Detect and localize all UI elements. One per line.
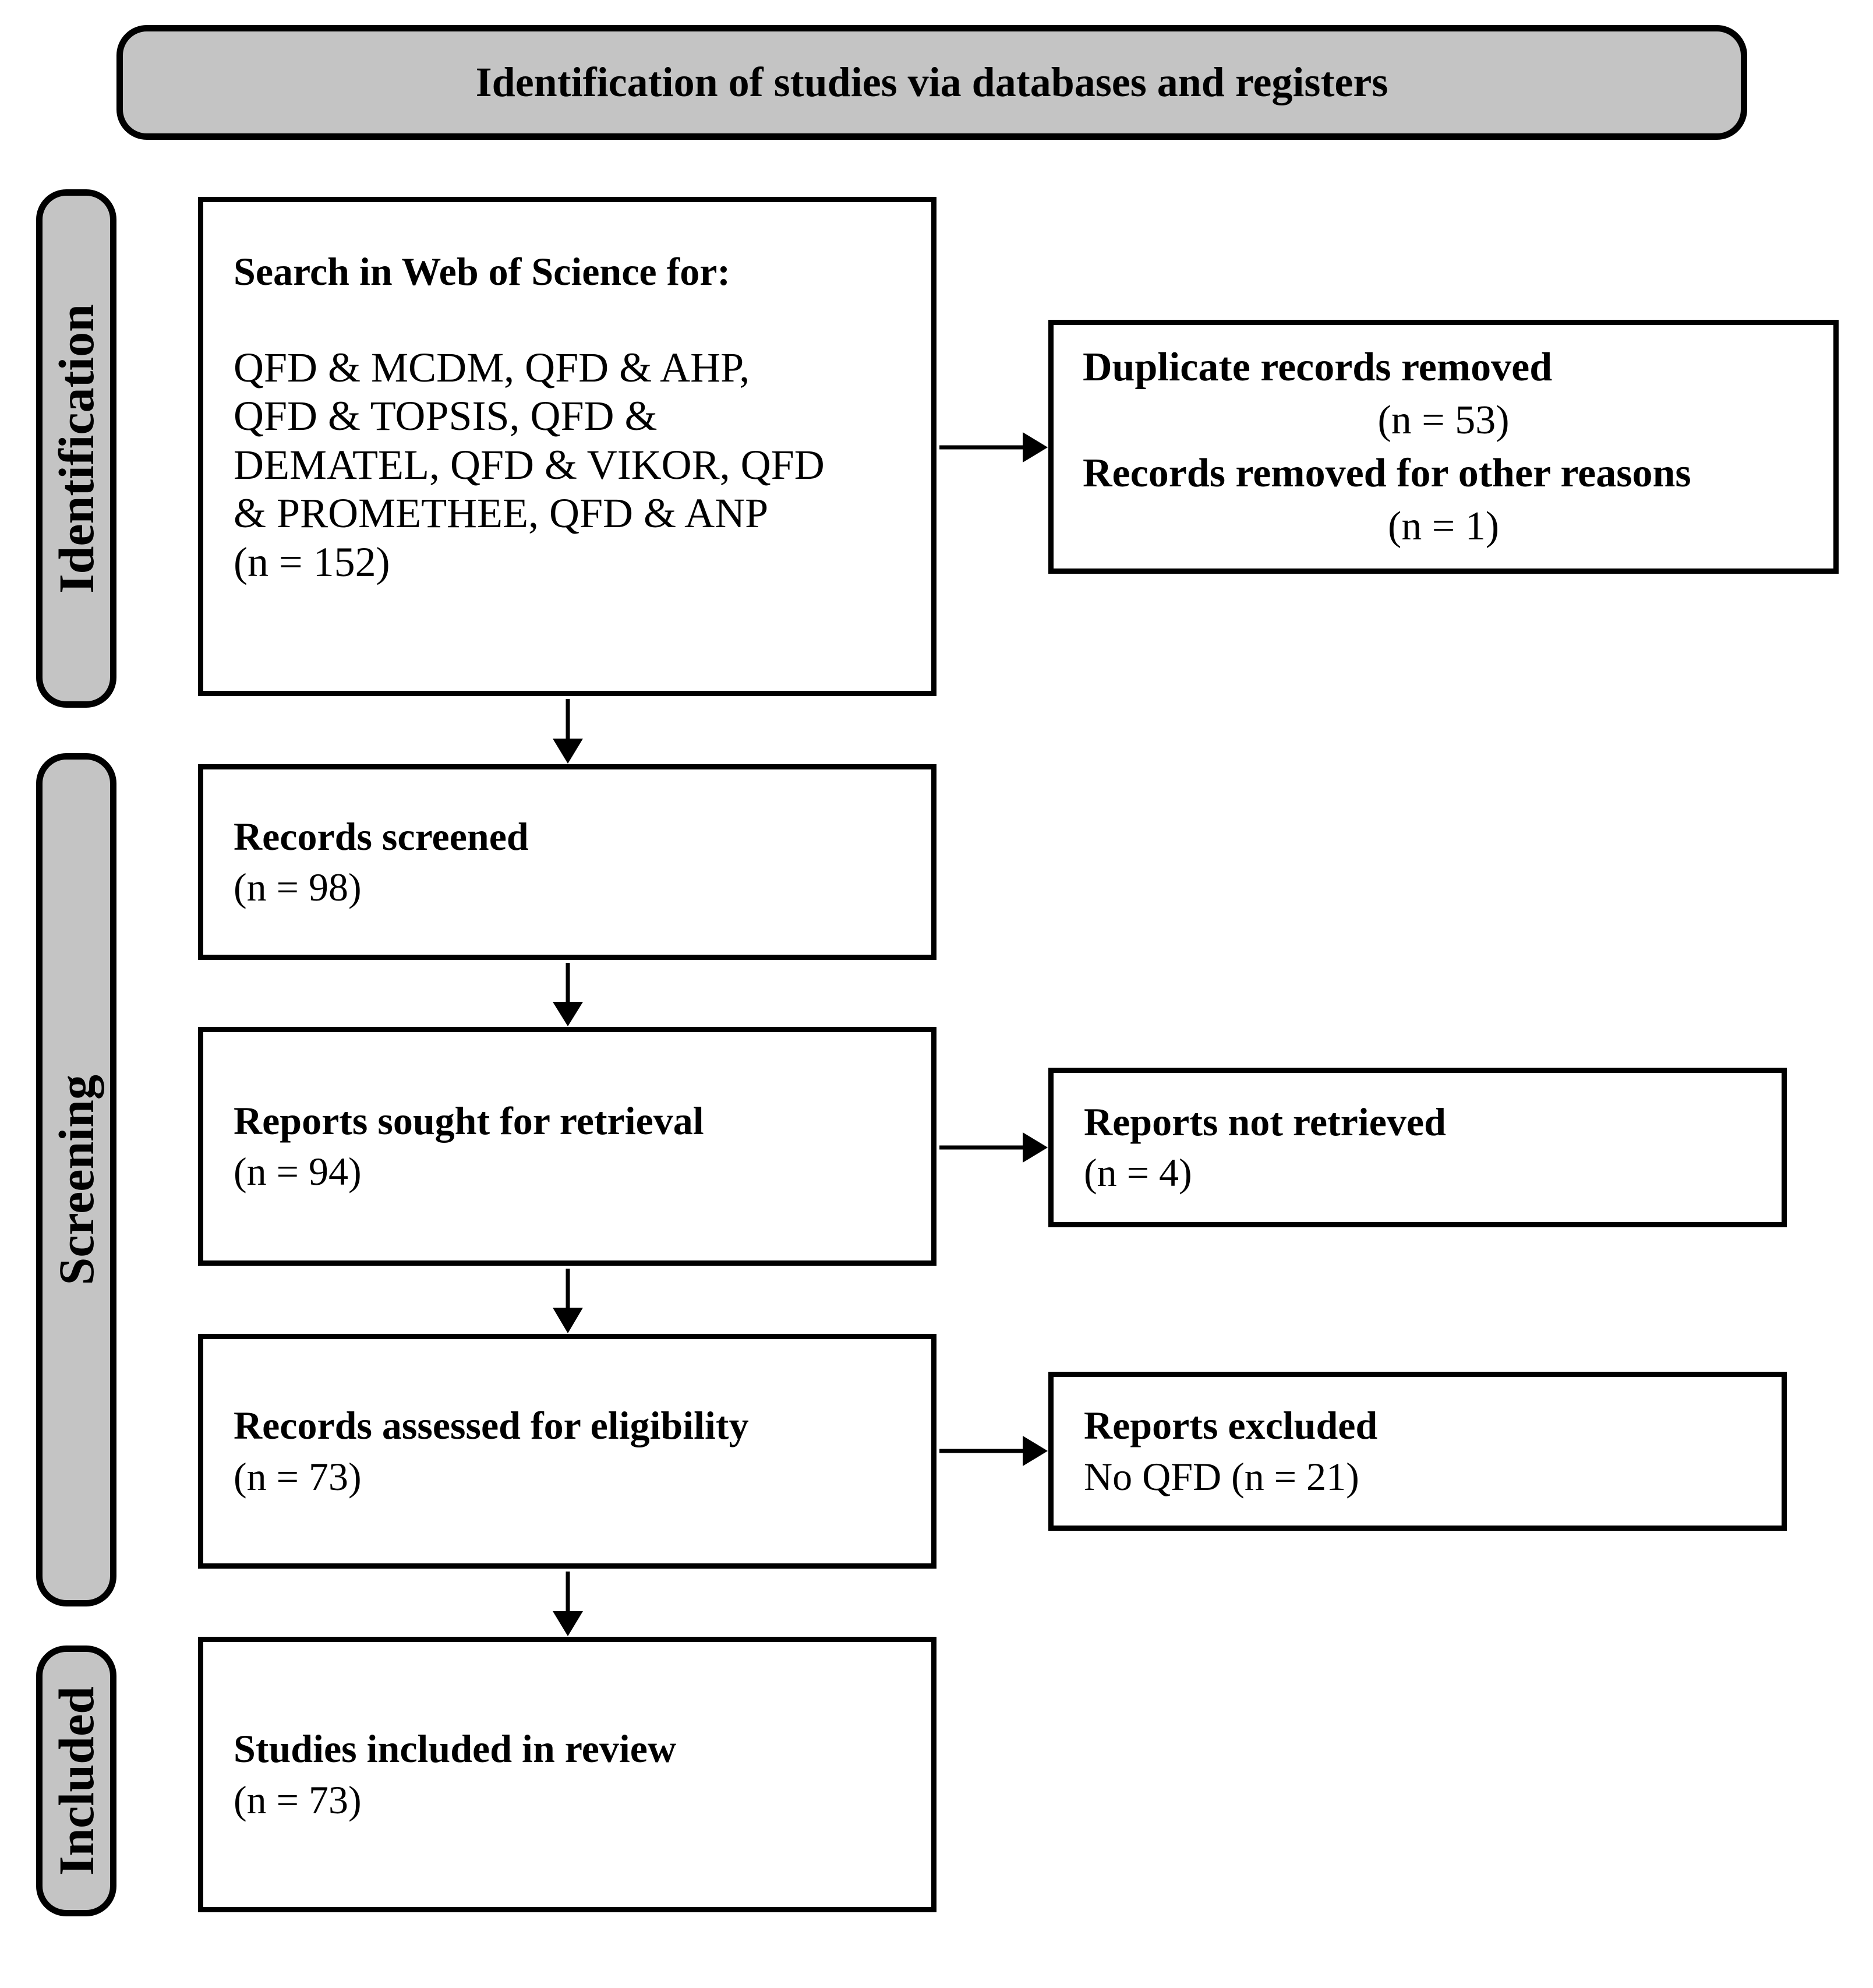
arrow-down-icon <box>553 1572 583 1636</box>
box-body: QFD & MCDM, QFD & AHP, QFD & TOPSIS, QFD & DEMATEL, QFD & VIKOR, QFD & PROMETHEE, QFD & ANP <box>234 344 825 537</box>
stage-band-identification <box>36 189 116 708</box>
stage-label-included: Included <box>48 1686 104 1876</box>
arrow-down-icon <box>553 1269 583 1333</box>
box-reports-excluded <box>1048 1372 1787 1531</box>
box-title: Records assessed for eligibility <box>234 1403 749 1448</box>
box-count: (n = 53) <box>1377 398 1510 443</box>
box-count: (n = 98) <box>234 865 362 909</box>
box-count: (n = 1) <box>1387 504 1500 549</box>
arrow-right-icon <box>939 1436 1048 1466</box>
header-banner <box>116 25 1747 140</box>
box-title: Reports not retrieved <box>1084 1099 1446 1144</box>
box-records-screened <box>198 764 936 960</box>
box-line: Duplicate records removed <box>1083 345 1553 390</box>
box-records-assessed <box>198 1334 936 1569</box>
stage-band-included <box>36 1646 116 1916</box>
box-count: (n = 73) <box>234 1454 362 1499</box>
box-count: (n = 94) <box>234 1149 362 1193</box>
box-title: Reports sought for retrieval <box>234 1098 704 1143</box>
box-count: No QFD (n = 21) <box>1084 1454 1359 1499</box>
box-count: (n = 73) <box>234 1777 362 1822</box>
box-reports-sought <box>198 1027 936 1266</box>
arrow-down-icon <box>553 963 583 1026</box>
box-count: (n = 4) <box>1084 1150 1192 1195</box>
box-line: Records removed for other reasons <box>1083 451 1691 496</box>
box-reports-not-retrieved <box>1048 1068 1787 1227</box>
box-search-web-of-science <box>198 197 936 696</box>
box-title: Reports excluded <box>1084 1403 1378 1448</box>
box-duplicates-removed <box>1048 320 1839 574</box>
stage-label-screening: Screening <box>48 1074 104 1286</box>
stage-band-screening <box>36 753 116 1606</box>
arrow-right-icon <box>939 1132 1048 1163</box>
box-title: Studies included in review <box>234 1726 677 1771</box>
arrow-right-icon <box>939 432 1048 462</box>
box-title: Records screened <box>234 814 529 859</box>
stage-label-identification: Identification <box>48 303 104 594</box>
box-studies-included <box>198 1637 936 1912</box>
box-title: Search in Web of Science for: <box>234 249 731 294</box>
arrow-down-icon <box>553 699 583 764</box>
box-count: (n = 152) <box>234 538 390 585</box>
header-title: Identification of studies via databases and registers <box>475 59 1388 105</box>
